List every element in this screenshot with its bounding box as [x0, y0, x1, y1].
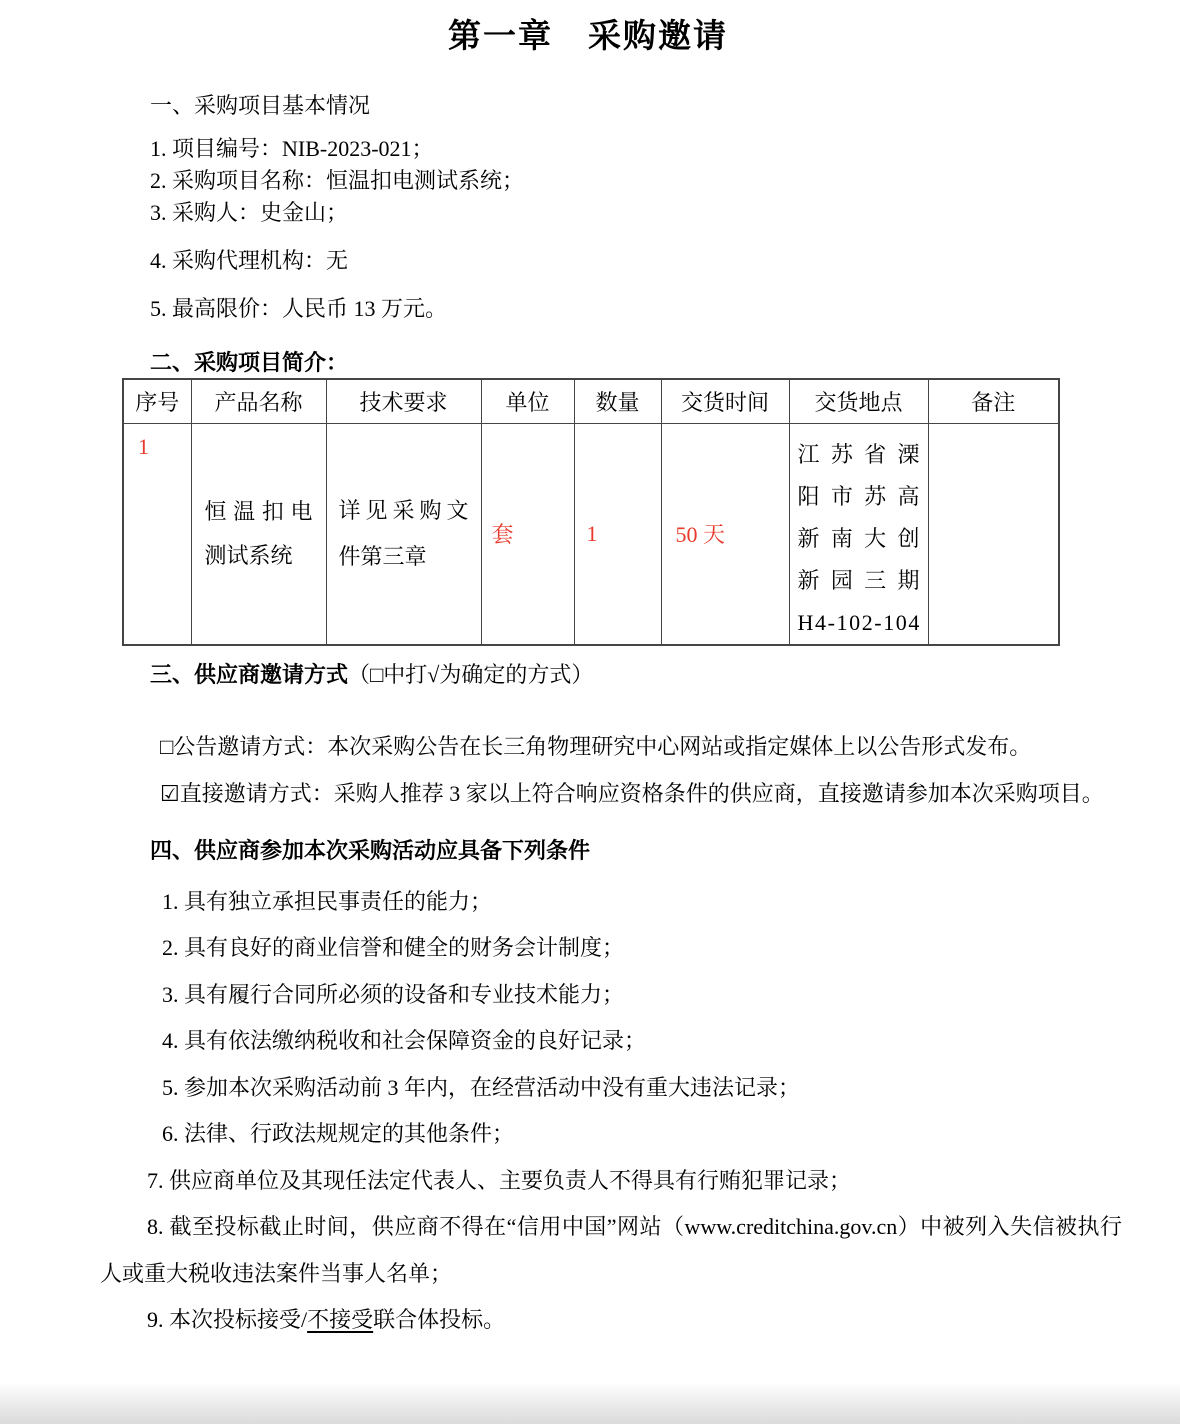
- cell-tech-requirement: [326, 423, 481, 645]
- item9-prefix: 9. 本次投标接受/: [147, 1307, 308, 1332]
- list-item-price-limit: 5. 最高限价：人民币 13 万元。: [150, 296, 448, 321]
- condition-item-3: 3. 具有履行合同所必须的设备和专业技术能力；: [162, 981, 625, 1007]
- page-bottom-fade: [0, 1382, 1180, 1424]
- section4-heading: 四、供应商参加本次采购活动应具备下列条件: [150, 837, 591, 863]
- list-item-purchaser: 3. 采购人：史金山；: [150, 200, 349, 225]
- col-header-remark: 备注: [928, 379, 1059, 423]
- condition-item-9: [100, 1297, 1122, 1344]
- item9-suffix: 联合体投标。: [373, 1307, 506, 1332]
- section2-heading: 二、采购项目简介：: [150, 350, 349, 375]
- condition-item-6: 6. 法律、行政法规规定的其他条件；: [162, 1121, 515, 1146]
- list-item-agency: 4. 采购代理机构：无: [150, 248, 349, 273]
- condition-item-2: 2. 具有良好的商业信誉和健全的财务会计制度；: [162, 935, 625, 960]
- tech-requirement-text: 详 见 采 购 文 件 第 三 章: [338, 497, 469, 569]
- cell-seq: 1: [123, 423, 191, 645]
- basic-info-list: [100, 133, 1122, 325]
- cell-product-name: [191, 423, 326, 645]
- condition-item-4: 4. 具有依法缴纳税收和社会保障资金的良好记录；: [162, 1028, 647, 1053]
- section3-heading-note: （□中打√为确定的方式）: [348, 661, 594, 687]
- section1-heading: 一、采购项目基本情况: [150, 93, 371, 118]
- list-item-project-number: 1. 项目编号：NIB-2023-021；: [150, 136, 434, 161]
- cell-unit: 套: [481, 423, 574, 645]
- condition-item-7: 7. 供应商单位及其现任法定代表人、主要负责人不得具有行贿犯罪记录；: [147, 1167, 852, 1193]
- condition-item-5: 5. 参加本次采购活动前 3 年内，在经营活动中没有重大违法记录；: [162, 1074, 801, 1100]
- direct-invitation-paragraph: ☑直接邀请方式：采购人推荐 3 家以上符合响应资格条件的供应商，直接邀请参加本次采购项目。: [160, 781, 1104, 806]
- chapter-title: 第一章 采购邀请: [448, 19, 728, 55]
- col-header-tech: 技术要求: [326, 379, 481, 423]
- col-header-product: 产品名称: [191, 379, 326, 423]
- list-item-project-name: 2. 采购项目名称：恒温扣电测试系统；: [150, 168, 525, 193]
- delivery-place-text: 江 苏 省 溧 阳 市 苏 高 新 南 大 创 新 园 三 期 H 4 - 1 0 2 - 1 0 4: [797, 441, 920, 635]
- announce-invitation-paragraph: □公告邀请方式：本次采购公告在长三角物理研究中心网站或指定媒体上以公告形式发布。: [160, 733, 1032, 759]
- procurement-summary-table: [122, 378, 1060, 646]
- product-name-text: 恒 温 扣 电 测 试 系 统: [204, 498, 313, 568]
- cell-remark: [928, 423, 1059, 645]
- section3-heading-main: 三、供应商邀请方式: [150, 661, 349, 687]
- table-header-row: [123, 379, 1059, 423]
- cell-quantity: 1: [574, 423, 661, 645]
- condition-item-1: 1. 具有独立承担民事责任的能力；: [162, 888, 493, 914]
- condition-item-8: 8. 截至投标截止时间，供应商不得在“信用中国”网站（www.creditchina.gov.cn）中被列入失信被执行人或重大税收违法案件当事人名单；: [100, 1214, 1122, 1286]
- supplier-conditions-list: [100, 879, 1122, 1344]
- col-header-delivery-time: 交货时间: [661, 379, 789, 423]
- table-row: [123, 423, 1059, 645]
- item9-underlined-text: 不接受: [307, 1307, 374, 1332]
- col-header-seq: 序号: [123, 379, 191, 423]
- cell-delivery-time: 50 天: [661, 423, 789, 645]
- col-header-delivery-place: 交货地点: [789, 379, 928, 423]
- col-header-qty: 数量: [574, 379, 661, 423]
- col-header-unit: 单位: [481, 379, 574, 423]
- cell-delivery-place: [789, 423, 928, 645]
- section3-heading: [100, 659, 1122, 690]
